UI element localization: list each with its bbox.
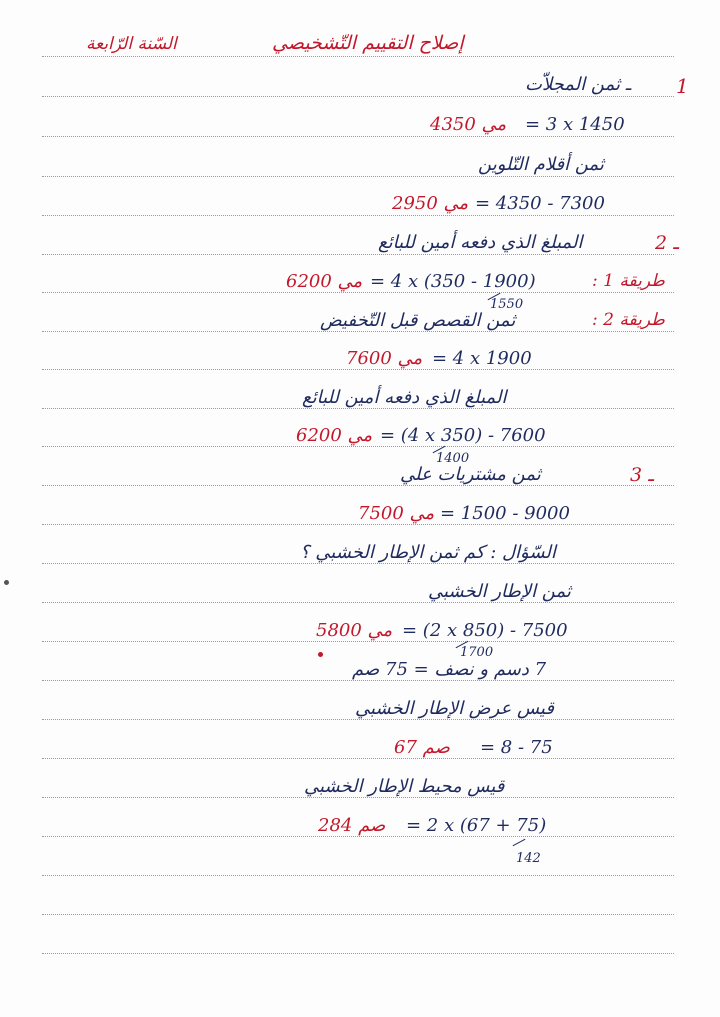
step-calculation: = 1500 - 9000 [440,503,570,524]
step-label: قيس عرض الإطار الخشبي [355,698,554,719]
step-label: المبلغ الذي دفعه أمين للبائع [378,232,583,253]
ruled-line [42,953,674,954]
ruled-line [42,331,674,332]
carry-tick [513,839,526,846]
step-calculation: = 4350 - 7300 [475,193,605,214]
ruled-line [42,292,674,293]
ruled-line [42,96,674,97]
step-result: صم 67 [394,737,450,758]
intermediate-result: 1550 [490,297,524,312]
step-calculation: = 8 - 75 [480,737,553,758]
step-result: مي 4350 [430,114,507,135]
step-label: ثمن مشتريات علي [400,464,541,485]
step-result: مي 7600 [346,348,423,369]
ruled-line [42,602,674,603]
step-calculation: = 4 x 1900 [432,348,532,369]
ruled-line [42,254,674,255]
step-result: مي 5800 [316,620,393,641]
step-result: مي 6200 [286,271,363,292]
ruled-line [42,914,674,915]
ruled-line [42,446,674,447]
ruled-line [42,719,674,720]
step-calculation: = (4 x 350) - 7600 [380,425,546,446]
step-result: مي 6200 [296,425,373,446]
ruled-line [42,408,674,409]
intermediate-result: 1400 [436,451,470,466]
step-result: مي 7500 [358,503,435,524]
ruled-line [42,641,674,642]
ruled-line [42,136,674,137]
ruled-line [42,797,674,798]
ruled-line [42,875,674,876]
question-number: ـ 2 [655,232,679,254]
method-label: طريقة 1 : [592,271,665,291]
question-number: 1 [676,74,689,98]
ruled-line [42,56,674,57]
step-label: ـ ثمن المجلاّت [525,74,632,95]
grade-heading: السّنة الرّابعة [86,34,177,54]
step-calculation: = 4 x (350 - 1900) [370,271,536,292]
step-calculation: = 3 x 1450 [525,114,625,135]
step-calculation: = (2 x 850) - 7500 [402,620,568,641]
ruled-line [42,369,674,370]
ruled-line [42,836,674,837]
ink-dot [318,652,323,657]
ruled-line [42,176,674,177]
ink-dot [4,580,9,585]
ruled-line [42,563,674,564]
method-label: طريقة 2 : [592,310,665,330]
step-label: المبلغ الذي دفعه أمين للبائع [302,387,507,408]
intermediate-result: 142 [516,851,541,866]
intermediate-result: 1700 [460,645,494,660]
question-text: السّؤال : كم ثمن الإطار الخشبي ؟ [300,542,556,563]
ruled-line [42,680,674,681]
ruled-line [42,524,674,525]
ruled-line [42,485,674,486]
step-result: صم 284 [318,815,386,836]
step-calculation: = 2 x (67 + 75) [406,815,547,836]
step-label: ثمن الإطار الخشبي [428,581,571,602]
step-label: ثمن أقلام التّلوين [478,154,604,175]
ruled-line [42,758,674,759]
step-label: ثمن القصص قبل التّخفيض [320,310,516,331]
page-title: إصلاح التقييم التّشخيصي [272,32,464,54]
ruled-line [42,215,674,216]
step-result: مي 2950 [392,193,469,214]
step-label: قيس محيط الإطار الخشبي [304,776,505,797]
conversion-text: 7 دسم و نصف = 75 صم [352,659,547,680]
question-number: ـ 3 [630,464,654,486]
